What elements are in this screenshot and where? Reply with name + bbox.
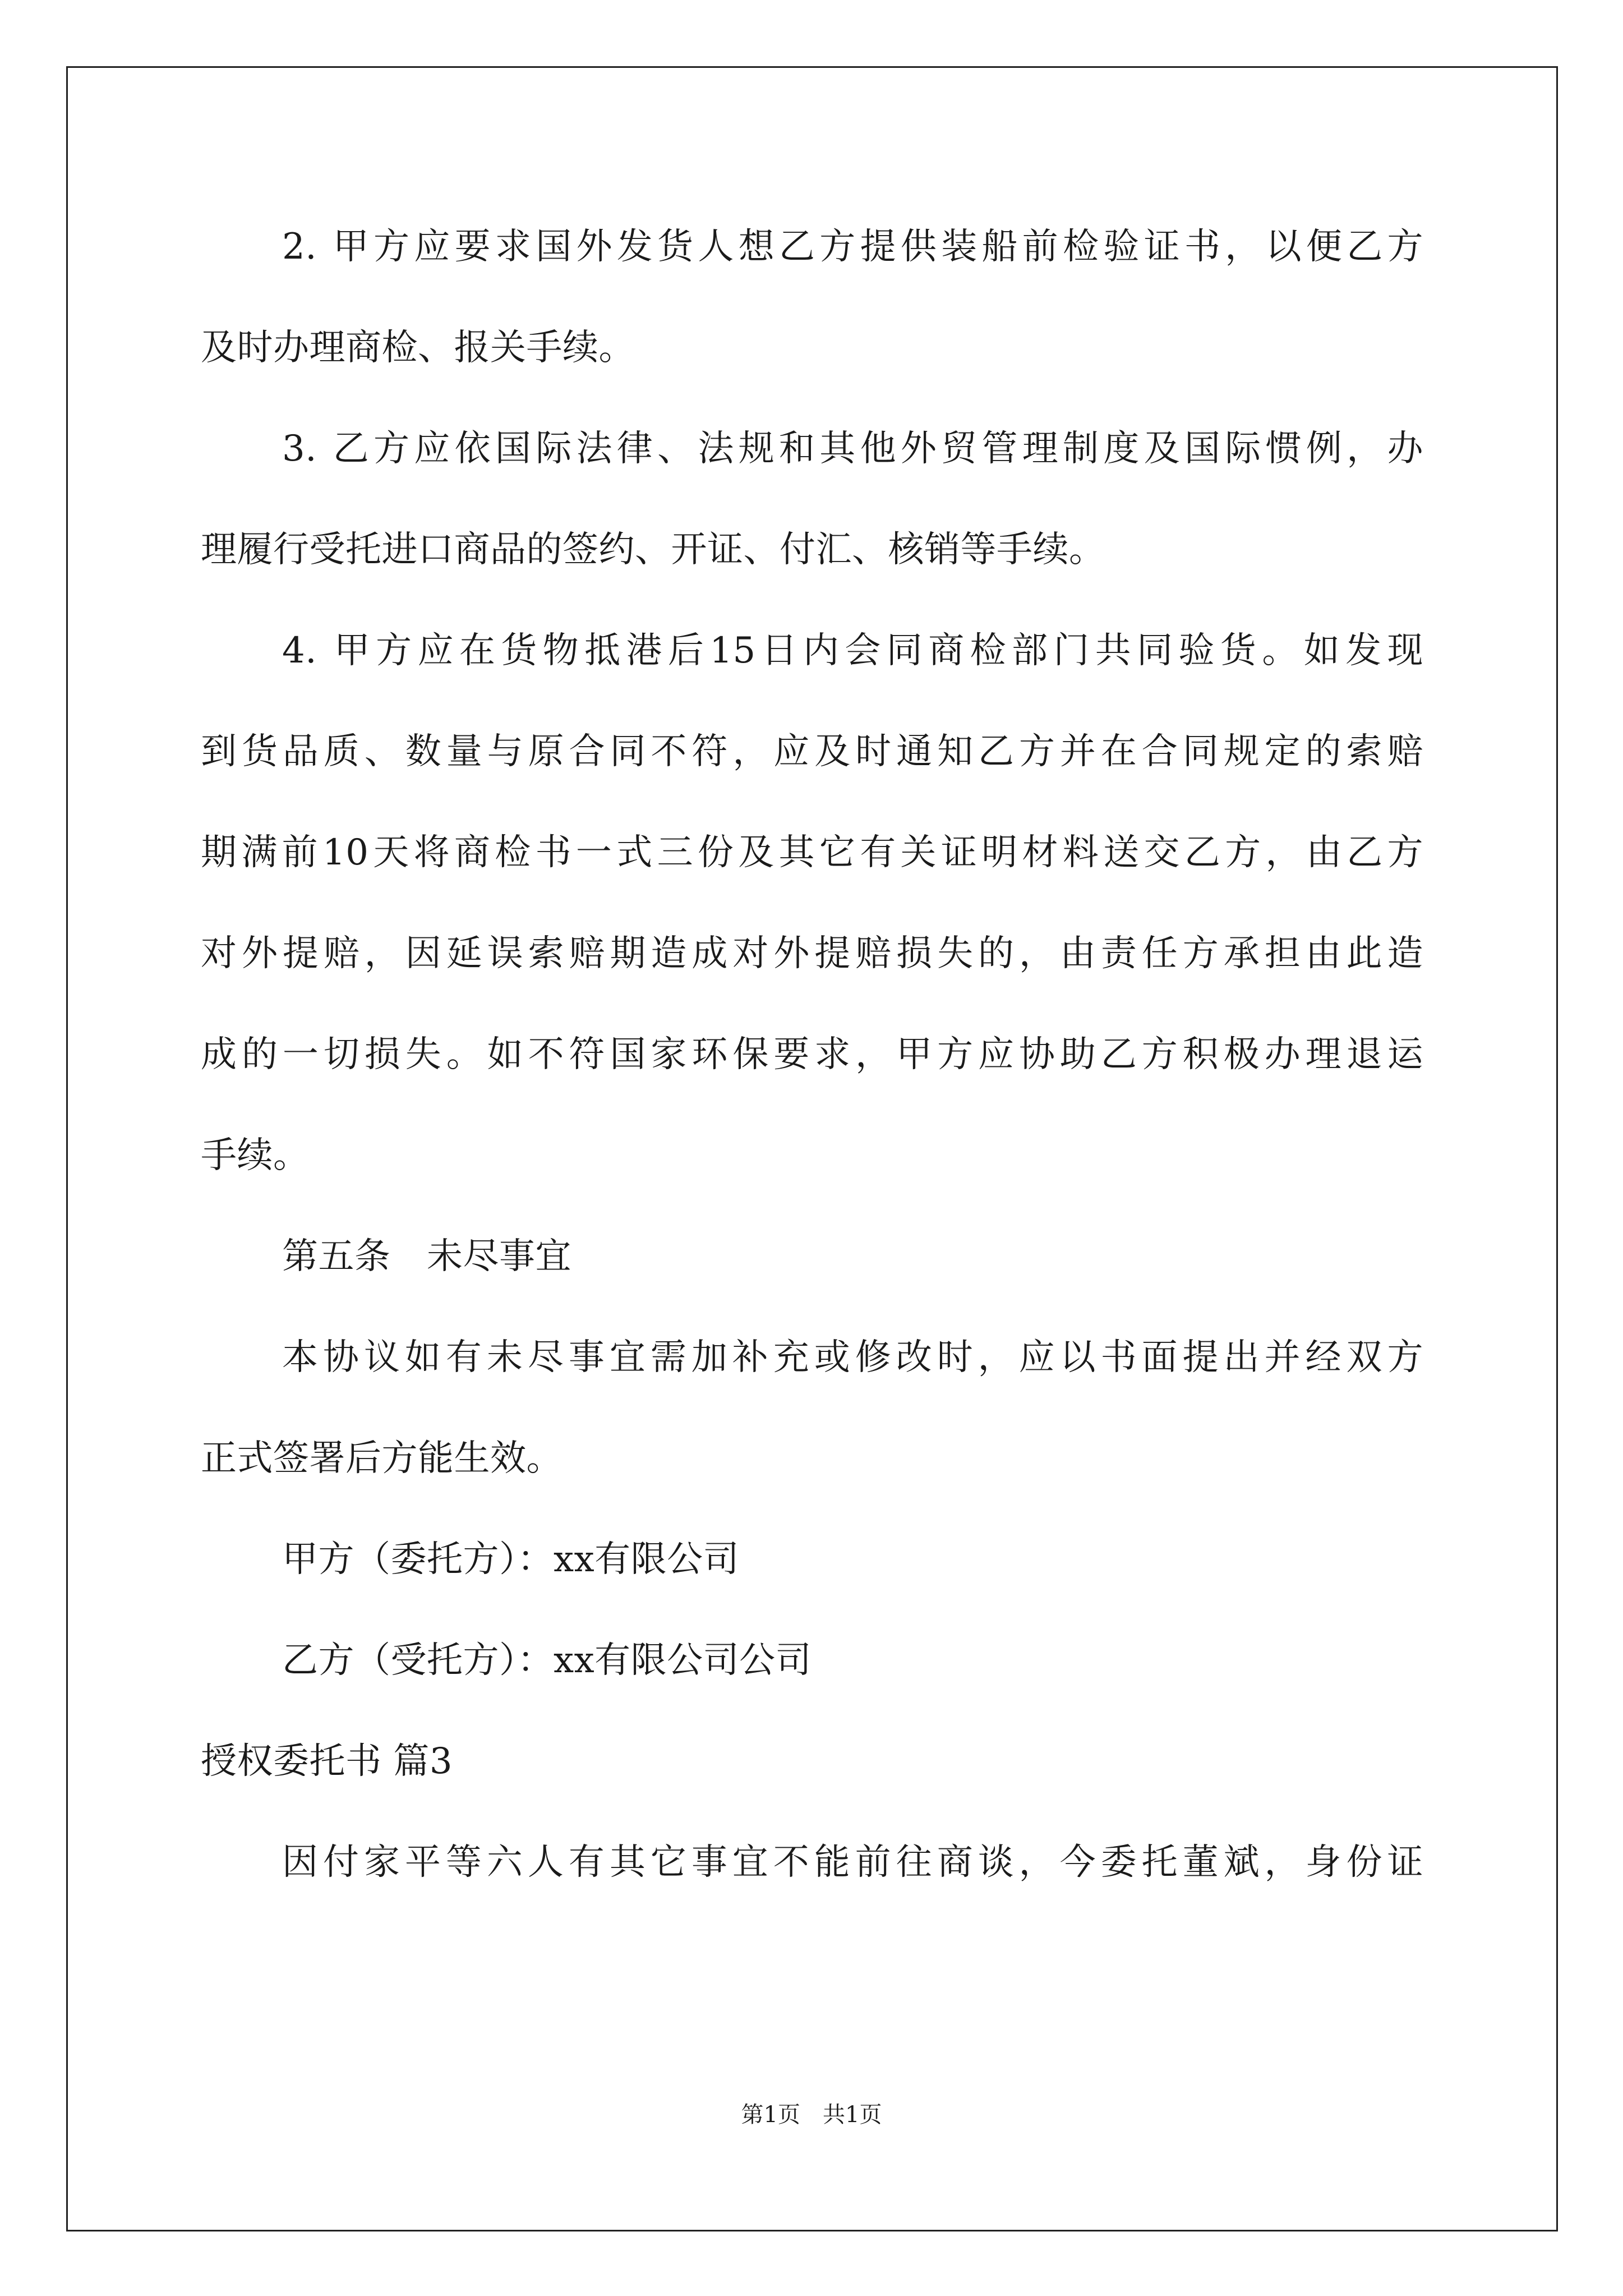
section-3-text-line-1: 因付家平等六人有其它事宜不能前往商谈，今委托董斌，身份证 [282,1842,1423,1883]
section-title: 授权委托书 篇3 [201,1741,453,1782]
paragraph-4-line-1: 4. 甲方应在货物抵港后15日内会同商检部门共同验货。如发现 [282,630,1423,671]
party-a-signature: 甲方（委托方）：xx有限公司 [282,1539,740,1580]
paragraph-3-line-2: 理履行受托进口商品的签约、开证、付汇、核销等手续。 [201,529,1105,570]
paragraph-4-line-4: 对外提赔，因延误索赔期造成对外提赔损失的，由责任方承担由此造 [201,933,1423,974]
page-footer: 第1页 共1页 [741,2102,882,2128]
paragraph-3-line-1: 3. 乙方应依国际法律、法规和其他外贸管理制度及国际惯例，办 [282,428,1423,470]
party-b-signature: 乙方（受托方）：xx有限公司公司 [282,1640,812,1681]
paragraph-2-line-1: 2. 甲方应要求国外发货人想乙方提供装船前检验证书，以便乙方 [282,226,1423,268]
paragraph-4-line-6: 手续。 [201,1135,310,1176]
paragraph-4-line-5: 成的一切损失。如不符国家环保要求，甲方应协助乙方积极办理退运 [201,1034,1423,1075]
paragraph-2-line-2: 及时办理商检、报关手续。 [201,327,635,369]
article-5-text-line-2: 正式签署后方能生效。 [201,1438,562,1479]
article-5-text-line-1: 本协议如有未尽事宜需加补充或修改时，应以书面提出并经双方 [282,1337,1423,1378]
paragraph-4-line-3: 期满前10天将商检书一式三份及其它有关证明材料送交乙方，由乙方 [201,832,1423,873]
paragraph-4-line-2: 到货品质、数量与原合同不符，应及时通知乙方并在合同规定的索赔 [201,731,1423,772]
article-5-heading: 第五条 未尽事宜 [282,1236,571,1277]
